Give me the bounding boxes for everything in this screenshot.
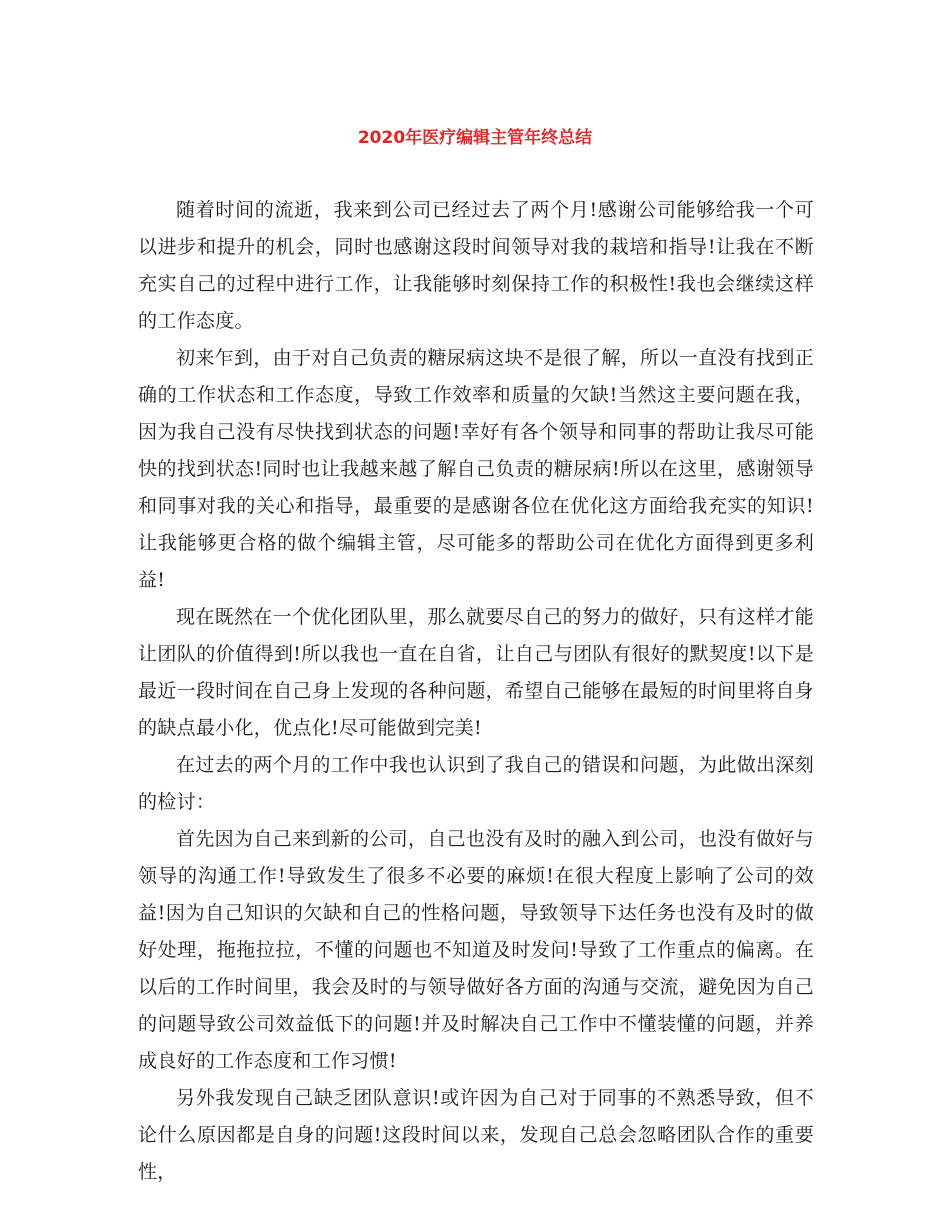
paragraph-2: 初来乍到，由于对自己负责的糖尿病这块不是很了解，所以一直没有找到正确的工作状态和工作态度，导致工作效率和质量的欠缺!当然这主要问题在我，因为我自己没有尽快找到状态的问题!幸好有各个领导和同事的帮助让我尽可能快的找到状态!同时也让我越来越了解自己负责的糖尿病!所以在这里，感谢领导和同事对我的关心和指导，最重要的是感谢各位在优化这方面给我充实的知识!让我能够更合格的做个编辑主管，尽可能多的帮助公司在优化方面得到更多利益!: [138, 347, 814, 591]
document-body: [138, 192, 814, 1191]
paragraph-6: 另外我发现自己缺乏团队意识!或许因为自己对于同事的不熟悉导致，但不论什么原因都是自身的问题!这段时间以来，发现自己总会忽略团队合作的重要性，: [138, 1087, 814, 1183]
paragraph-3: 现在既然在一个优化团队里，那么就要尽自己的努力的做好，只有这样才能让团队的价值得到!所以我也一直在自省，让自己与团队有很好的默契度!以下是最近一段时间在自己身上发现的各种问题，希望自己能够在最短的时间里将自身的缺点最小化，优点化!尽可能做到完美!: [138, 606, 814, 739]
paragraph-4: 在过去的两个月的工作中我也认识到了我自己的错误和问题，为此做出深刻的检讨：: [138, 754, 814, 813]
paragraph-5: 首先因为自己来到新的公司，自己也没有及时的融入到公司，也没有做好与领导的沟通工作!导致发生了很多不必要的麻烦!在很大程度上影响了公司的效益!因为自己知识的欠缺和自己的性格问题，导致领导下达任务也没有及时的做好处理，拖拖拉拉，不懂的问题也不知道及时发问!导致了工作重点的偏离。在以后的工作时间里，我会及时的与领导做好各方面的沟通与交流，避免因为自己的问题导致公司效益低下的问题!并及时解决自己工作中不懂装懂的问题，并养成良好的工作态度和工作习惯!: [138, 828, 814, 1072]
paragraph-1: 随着时间的流逝，我来到公司已经过去了两个月!感谢公司能够给我一个可以进步和提升的机会，同时也感谢这段时间领导对我的栽培和指导!让我在不断充实自己的过程中进行工作，让我能够时刻保持工作的积极性!我也会继续这样的工作态度。: [138, 199, 814, 332]
document-title: 2020年医疗编辑主管年终总结: [357, 128, 593, 148]
